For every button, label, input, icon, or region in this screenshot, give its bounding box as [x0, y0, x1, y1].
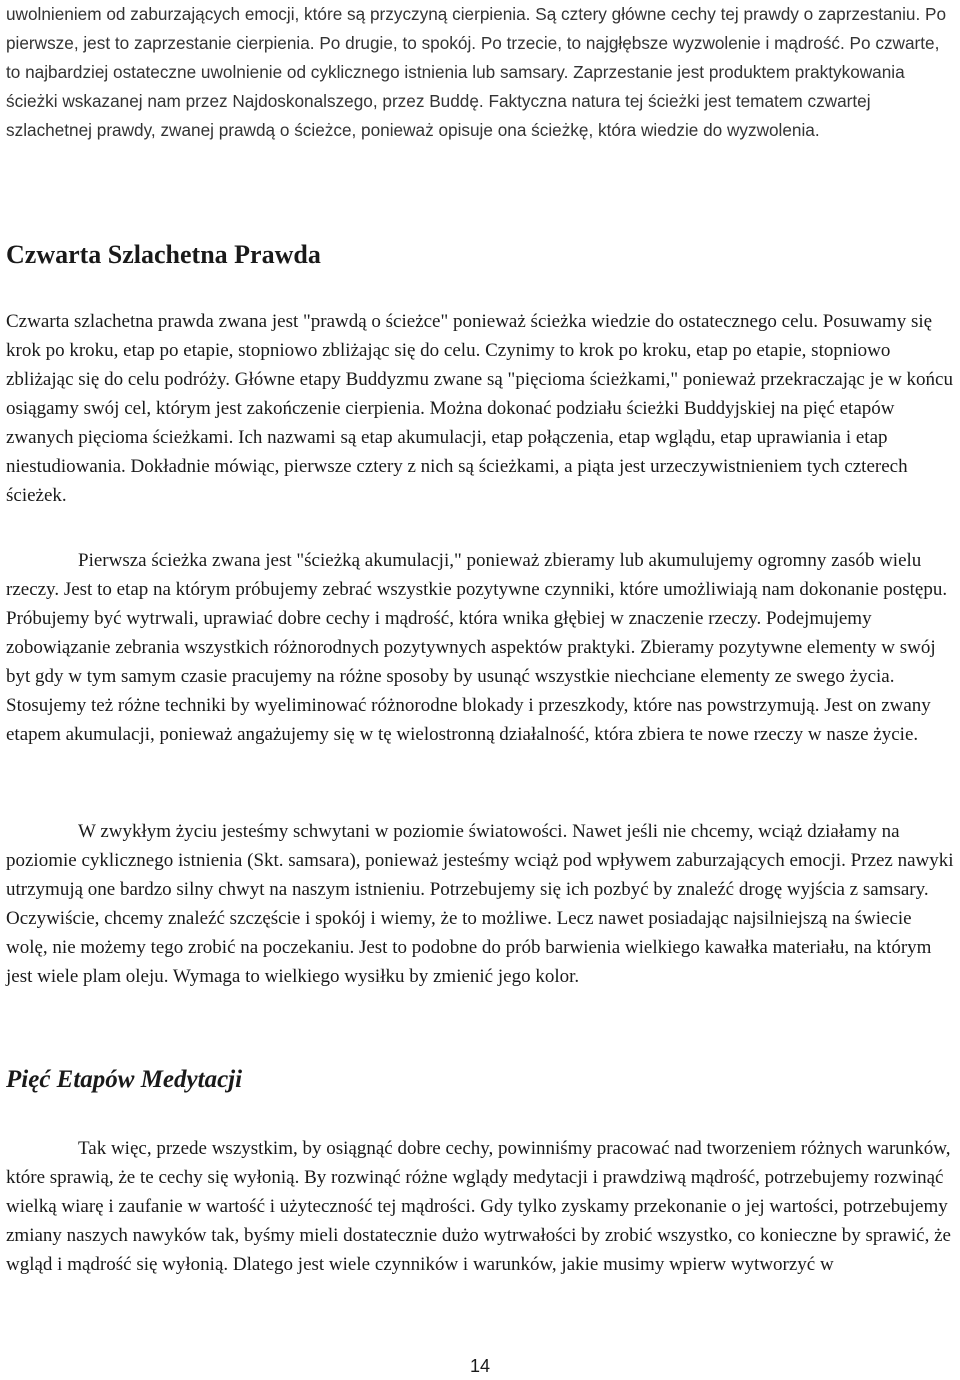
paragraph-zwyklym-zyciu [6, 817, 954, 991]
paragraph-pierwsza-text: Pierwsza ścieżka zwana jest "ścieżką akumulacji," ponieważ zbieramy lub akumulujemy ogromny zasób wielu rzeczy. Jest to etap na którym próbujemy zebrać wszystkie pozytywne czynniki, które umożliwiają nam dokonanie postępu. Próbujemy być wytrwali, uprawiać dobre cechy i mądrość, która wnika głębiej w znaczenie rzeczy. Podejmujemy zobowiązanie zebrania wszystkich różnorodnych pozytywnych aspektów praktyki. Zbieramy pozytywne elementy w swój byt gdy w tym samym czasie pracujemy na różne sposoby by usunąć wszystkie niechciane elementy ze swego życia. Stosujemy też różne techniki by wyeliminować różnorodne blokady i przeszkody, które nas powstrzymują. Jest on zwany etapem akumulacji, ponieważ angażujemy się w tę wielostronną działalność, która zbiera te nowe rzeczy w nasze życie. [6, 550, 948, 745]
paragraph-czwarta-prawda: Czwarta szlachetna prawda zwana jest "prawdą o ścieżce" ponieważ ścieżka wiedzie do ostatecznego celu. Posuwamy się krok po kroku, etap po etapie, stopniowo zbliżając się do celu. Czynimy to krok po kroku, etap po etapie, stopniowo zbliżając się do celu podróży. Główne etapy Buddyzmu zwane są "pięcioma ścieżkami," ponieważ przekraczając je w końcu osiągamy swój cel, którym jest zakończenie cierpienia. Można dokonać podziału ścieżki Buddyjskiej na pięć etapów zwanych pięcioma ścieżkami. Ich nazwami są etap akumulacji, etap połączenia, etap wglądu, etap uprawiania i etap niestudiowania. Dokładnie mówiąc, pierwsze cztery z nich są ścieżkami, a piąta jest urzeczywistnieniem tych czterech ścieżek. [6, 311, 953, 506]
section-heading-piec-etapow-medytacji: Pięć Etapów Medytacji [6, 1066, 243, 1093]
paragraph-tak-wiec [6, 1134, 954, 1279]
paragraph-zwyklym-text: W zwykłym życiu jesteśmy schwytani w poziomie światowości. Nawet jeśli nie chcemy, wciąż działamy na poziomie cyklicznego istnienia (Skt. samsara), ponieważ jesteśmy wciąż pod wpływem zaburzających emocji. Przez nawyki utrzymują one bardzo silny chwyt na naszym istnieniu. Potrzebujemy się ich pozbyć by znaleźć drogę wyjścia z samsary. Oczywiście, chcemy znaleźć szczęście i spokój i wiemy, że to możliwe. Lecz nawet posiadając najsilniejszą na świecie wolę, nie możemy tego zrobić na poczekaniu. Jest to podobne do prób barwienia wielkiego kawałka materiału, na którym jest wiele plam oleju. Wymaga to wielkiego wysiłku by zmienić jego kolor. [6, 821, 954, 987]
page-number: 14 [469, 1356, 491, 1376]
paragraph-tak-text: Tak więc, przede wszystkim, by osiągnąć dobre cechy, powinniśmy pracować nad tworzeniem różnych warunków, które sprawią, że te cechy się wyłonią. By rozwinąć różne wglądy medytacji i prawdziwą mądrość, potrzebujemy rozwinąć wielką wiarę i zaufanie w wartość i użyteczność tej mądrości. Gdy tylko zyskamy przekonanie o jej wartości, potrzebujemy zmiany naszych nawyków tak, byśmy mieli dostatecznie dużo wytrwałości by zrobić wszystko, co konieczne by sprawić, że wgląd i mądrość się wyłonią. Dlatego jest wiele czynników i warunków, jakie musimy wpierw wytworzyć w [6, 1138, 951, 1275]
paragraph-pierwsza-sciezka [6, 546, 954, 749]
paragraph-intro: uwolnieniem od zaburzających emocji, które są przyczyną cierpienia. Są cztery główne cechy tej prawdy o zaprzestaniu. Po pierwsze, jest to zaprzestanie cierpienia. Po drugie, to spokój. Po trzecie, to najgłębsze wyzwolenie i mądrość. Po czwarte, to najbardziej ostateczne uwolnienie od cyklicznego istnienia lub samsary. Zaprzestanie jest produktem praktykowania ścieżki wskazanej nam przez Najdoskonalszego, przez Buddę. Faktyczna natura tej ścieżki jest tematem czwartej szlachetnej prawdy, zwanej prawdą o ścieżce, ponieważ opisuje ona ścieżkę, która wiedzie do wyzwolenia. [6, 4, 947, 140]
section-heading-czwarta-szlachetna-prawda: Czwarta Szlachetna Prawda [6, 240, 321, 269]
